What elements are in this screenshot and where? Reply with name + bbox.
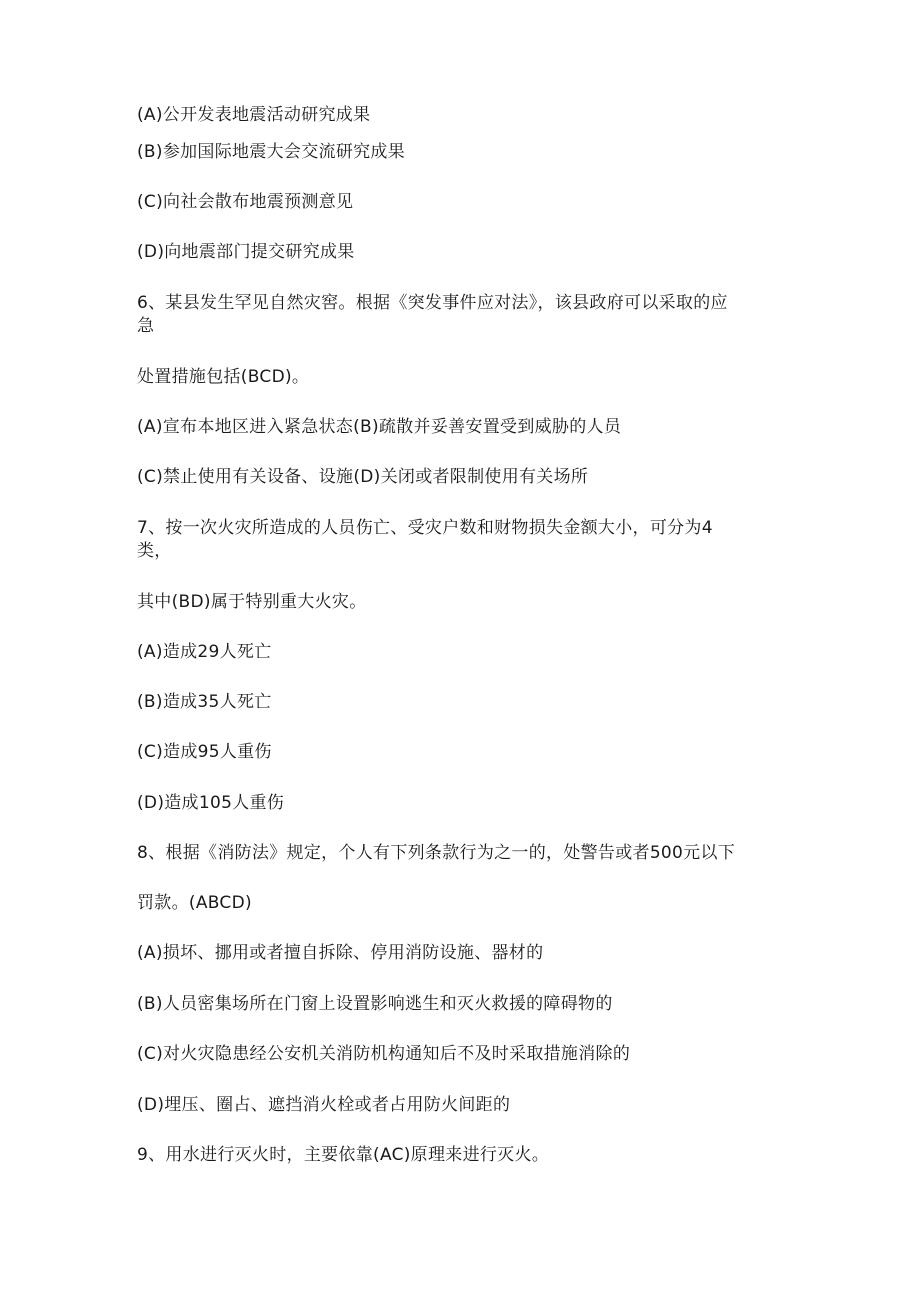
question-7-text-cont: 其中(BD)属于特别重大火灾。 bbox=[137, 592, 367, 612]
question-7-option-c: (C)造成95人重伤 bbox=[137, 742, 272, 762]
question-8-option-d: (D)埋压、圈占、遮挡消火栓或者占用防火间距的 bbox=[137, 1095, 511, 1115]
option-d-submit-research: (D)向地震部门提交研究成果 bbox=[137, 242, 355, 262]
option-b-conference-research: (B)参加国际地震大会交流研究成果 bbox=[137, 142, 406, 162]
question-6-options-ab: (A)宣布本地区进入紧急状态(B)疏散并妥善安置受到威胁的人员 bbox=[137, 417, 622, 437]
question-9-text: 9、用水进行灭火时，主要依靠(AC)原理来进行灭火。 bbox=[137, 1145, 550, 1165]
question-6-options-cd: (C)禁止使用有关设备、设施(D)关闭或者限制使用有关场所 bbox=[137, 467, 589, 487]
option-a-publish-research: (A)公开发表地震活动研究成果 bbox=[137, 105, 371, 125]
question-7-option-d: (D)造成105人重伤 bbox=[137, 793, 285, 813]
question-6-text-cont: 处置措施包括(BCD)。 bbox=[137, 367, 310, 387]
option-c-spread-prediction: (C)向社会散布地震预测意见 bbox=[137, 192, 354, 212]
question-7-text-wrap: 类， bbox=[137, 541, 172, 561]
question-8-text-cont: 罚款。(ABCD) bbox=[137, 893, 252, 913]
question-8-option-b: (B)人员密集场所在门窗上设置影响逃生和灭火救援的障碍物的 bbox=[137, 994, 613, 1014]
question-8-option-c: (C)对火灾隐患经公安机关消防机构通知后不及时采取措施消除的 bbox=[137, 1044, 631, 1064]
question-8-text: 8、根据《消防法》规定，个人有下列条款行为之一的，处警告或者500元以下 bbox=[137, 843, 736, 863]
question-6-text: 6、某县发生罕见自然灾窖。根据《突发事件应对法》，该县政府可以采取的应 bbox=[137, 293, 728, 313]
question-6-text-wrap: 急 bbox=[137, 316, 155, 336]
question-7-text: 7、按一次火灾所造成的人员伤亡、受灾户数和财物损失金额大小，可分为4 bbox=[137, 518, 713, 538]
question-7-option-b: (B)造成35人死亡 bbox=[137, 692, 272, 712]
question-8-option-a: (A)损坏、挪用或者擅自拆除、停用消防设施、器材的 bbox=[137, 943, 544, 963]
question-7-option-a: (A)造成29人死亡 bbox=[137, 642, 272, 662]
